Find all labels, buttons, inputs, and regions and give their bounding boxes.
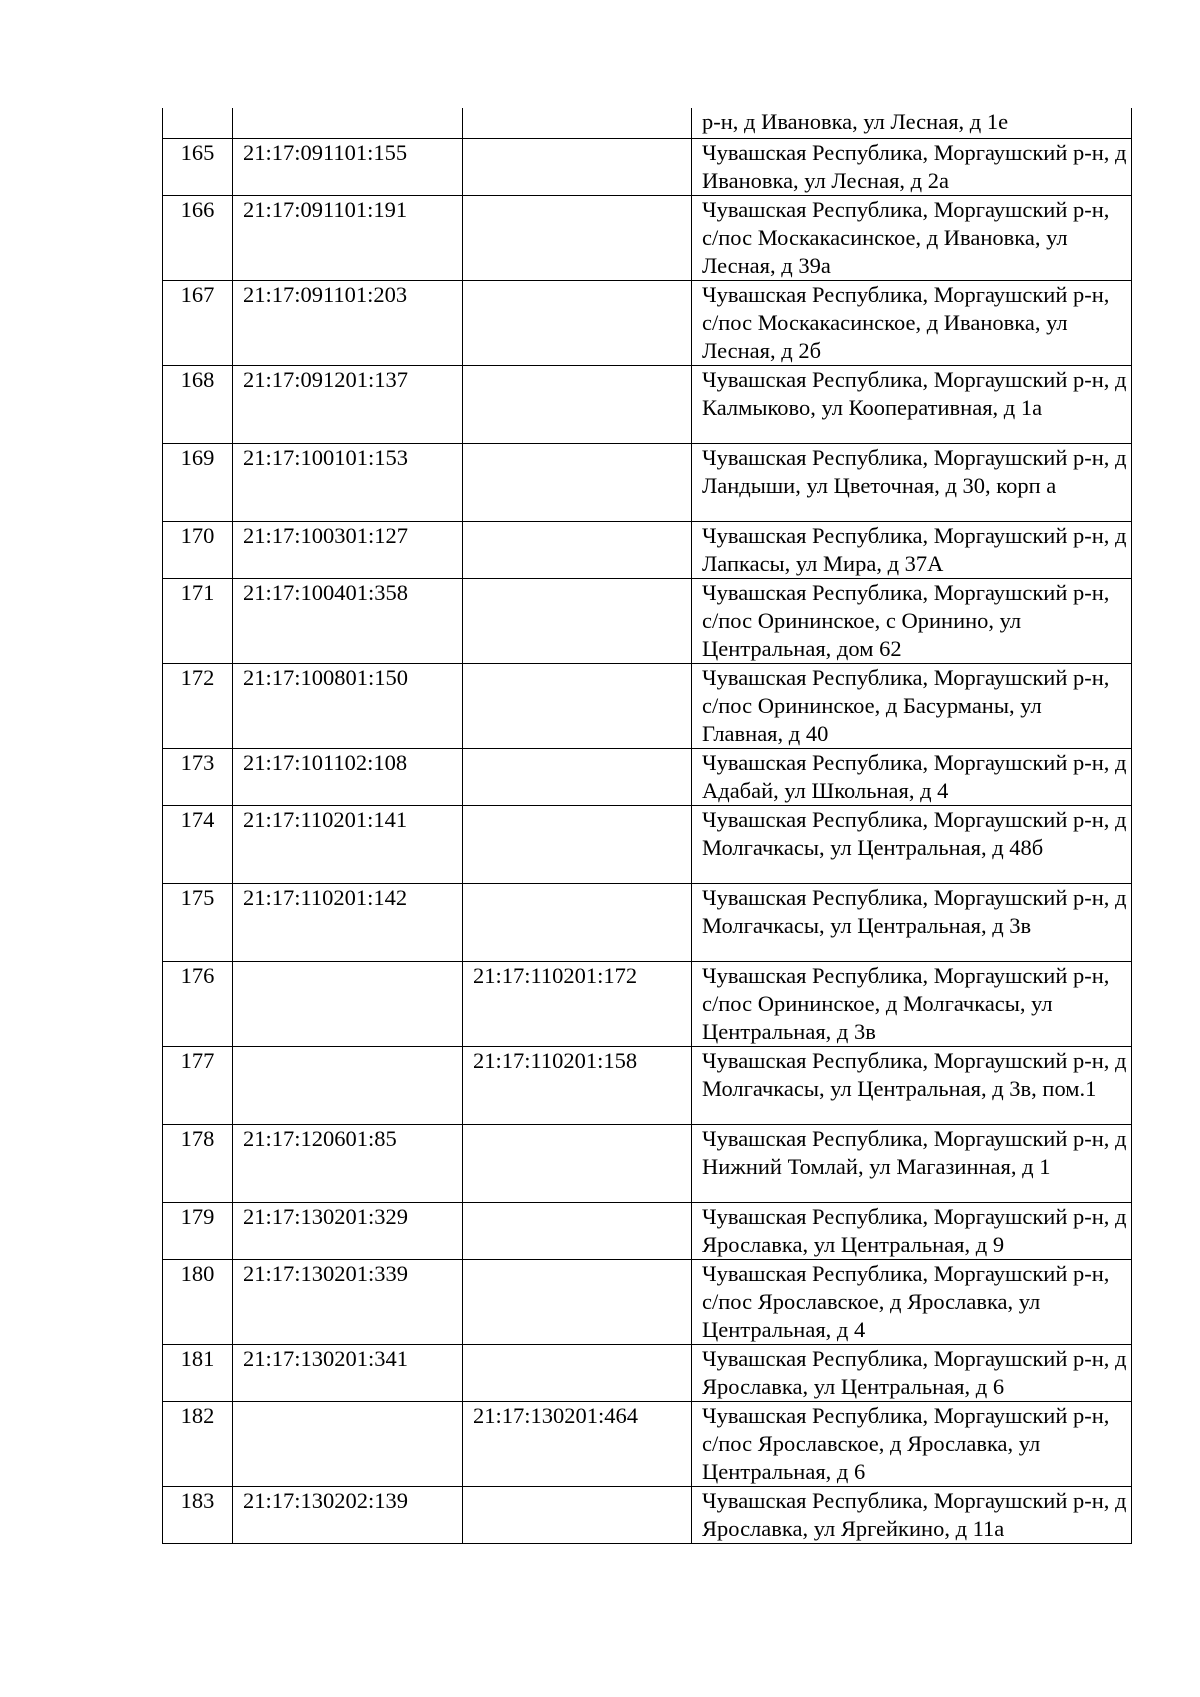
address-cell: р-н, д Ивановка, ул Лесная, д 1е	[692, 108, 1132, 138]
cadastral-number-secondary-cell	[463, 1344, 692, 1401]
cadastral-number-secondary-cell	[463, 1486, 692, 1543]
cadastral-number-secondary-cell: 21:17:110201:172	[463, 961, 692, 1046]
table-row	[163, 578, 1132, 663]
cadastral-number-secondary-cell: 21:17:110201:158	[463, 1046, 692, 1124]
cadastral-number-secondary-cell	[463, 805, 692, 883]
table-row	[163, 883, 1132, 961]
table-row	[163, 1344, 1132, 1401]
row-number-cell: 170	[163, 521, 233, 578]
row-number-cell: 174	[163, 805, 233, 883]
table-row	[163, 1202, 1132, 1259]
cadastral-number-secondary-cell	[463, 578, 692, 663]
cadastral-number-secondary-cell	[463, 883, 692, 961]
address-cell: Чувашская Республика, Моргаушский р-н, с/пос Орининское, д Молгачкасы, ул Центральная, д 3в	[692, 961, 1132, 1046]
cadastral-number-cell: 21:17:091101:155	[233, 138, 463, 195]
row-number-cell: 183	[163, 1486, 233, 1543]
table-row	[163, 108, 1132, 138]
row-number-cell: 166	[163, 195, 233, 280]
address-cell: Чувашская Республика, Моргаушский р-н, д Ландыши, ул Цветочная, д 30, корп а	[692, 443, 1132, 521]
table-row	[163, 365, 1132, 443]
cadastral-number-cell: 21:17:120601:85	[233, 1124, 463, 1202]
cadastral-number-cell	[233, 1401, 463, 1486]
cadastral-number-secondary-cell	[463, 1124, 692, 1202]
table-row	[163, 1124, 1132, 1202]
row-number-cell: 181	[163, 1344, 233, 1401]
address-cell: Чувашская Республика, Моргаушский р-н, д Молгачкасы, ул Центральная, д 3в, пом.1	[692, 1046, 1132, 1124]
cadastral-number-cell	[233, 108, 463, 138]
cadastral-number-secondary-cell	[463, 521, 692, 578]
table-row	[163, 663, 1132, 748]
row-number-cell: 177	[163, 1046, 233, 1124]
address-cell: Чувашская Республика, Моргаушский р-н, д Лапкасы, ул Мира, д 37А	[692, 521, 1132, 578]
cadastral-number-cell: 21:17:100101:153	[233, 443, 463, 521]
cadastral-number-secondary-cell	[463, 195, 692, 280]
row-number-cell: 171	[163, 578, 233, 663]
table-row	[163, 443, 1132, 521]
table-row	[163, 805, 1132, 883]
address-cell: Чувашская Республика, Моргаушский р-н, д Нижний Томлай, ул Магазинная, д 1	[692, 1124, 1132, 1202]
cadastral-number-secondary-cell	[463, 1259, 692, 1344]
cadastral-number-secondary-cell	[463, 138, 692, 195]
address-cell: Чувашская Республика, Моргаушский р-н, д Адабай, ул Школьная, д 4	[692, 748, 1132, 805]
table-row	[163, 1046, 1132, 1124]
table-row	[163, 961, 1132, 1046]
address-cell: Чувашская Республика, Моргаушский р-н, д Калмыково, ул Кооперативная, д 1а	[692, 365, 1132, 443]
row-number-cell: 167	[163, 280, 233, 365]
row-number-cell: 182	[163, 1401, 233, 1486]
cadastral-number-secondary-cell	[463, 1202, 692, 1259]
table-row	[163, 748, 1132, 805]
cadastral-number-cell: 21:17:100301:127	[233, 521, 463, 578]
cadastral-number-cell: 21:17:130201:339	[233, 1259, 463, 1344]
row-number-cell: 175	[163, 883, 233, 961]
cadastral-number-secondary-cell	[463, 443, 692, 521]
row-number-cell: 172	[163, 663, 233, 748]
address-cell: Чувашская Республика, Моргаушский р-н, с/пос Орининское, с Оринино, ул Центральная, дом 62	[692, 578, 1132, 663]
address-cell: Чувашская Республика, Моргаушский р-н, д Молгачкасы, ул Центральная, д 48б	[692, 805, 1132, 883]
cadastral-number-cell: 21:17:110201:141	[233, 805, 463, 883]
address-cell: Чувашская Республика, Моргаушский р-н, с/пос Москакасинское, д Ивановка, ул Лесная, д 2б	[692, 280, 1132, 365]
cadastral-number-secondary-cell	[463, 365, 692, 443]
registry-table-body	[163, 108, 1132, 1543]
cadastral-number-cell: 21:17:091201:137	[233, 365, 463, 443]
table-row	[163, 1486, 1132, 1543]
cadastral-number-secondary-cell	[463, 280, 692, 365]
cadastral-number-cell	[233, 961, 463, 1046]
cadastral-number-secondary-cell: 21:17:130201:464	[463, 1401, 692, 1486]
address-cell: Чувашская Республика, Моргаушский р-н, д Ярославка, ул Центральная, д 9	[692, 1202, 1132, 1259]
row-number-cell: 168	[163, 365, 233, 443]
cadastral-number-cell: 21:17:091101:203	[233, 280, 463, 365]
address-cell: Чувашская Республика, Моргаушский р-н, с/пос Орининское, д Басурманы, ул Главная, д 40	[692, 663, 1132, 748]
cadastral-number-cell: 21:17:100801:150	[233, 663, 463, 748]
table-row	[163, 521, 1132, 578]
row-number-cell	[163, 108, 233, 138]
row-number-cell: 180	[163, 1259, 233, 1344]
row-number-cell: 165	[163, 138, 233, 195]
cadastral-number-cell: 21:17:130202:139	[233, 1486, 463, 1543]
table-row	[163, 138, 1132, 195]
row-number-cell: 176	[163, 961, 233, 1046]
cadastral-number-cell: 21:17:130201:341	[233, 1344, 463, 1401]
address-cell: Чувашская Республика, Моргаушский р-н, д Ивановка, ул Лесная, д 2а	[692, 138, 1132, 195]
address-cell: Чувашская Республика, Моргаушский р-н, д Ярославка, ул Яргейкино, д 11а	[692, 1486, 1132, 1543]
cadastral-number-cell: 21:17:100401:358	[233, 578, 463, 663]
table-row	[163, 195, 1132, 280]
cadastral-number-secondary-cell	[463, 108, 692, 138]
address-cell: Чувашская Республика, Моргаушский р-н, с/пос Москакасинское, д Ивановка, ул Лесная, д 39а	[692, 195, 1132, 280]
row-number-cell: 173	[163, 748, 233, 805]
cadastral-number-secondary-cell	[463, 663, 692, 748]
property-registry-table	[162, 108, 1132, 1544]
row-number-cell: 169	[163, 443, 233, 521]
cadastral-number-cell: 21:17:130201:329	[233, 1202, 463, 1259]
cadastral-number-cell: 21:17:101102:108	[233, 748, 463, 805]
table-row	[163, 1259, 1132, 1344]
cadastral-number-cell: 21:17:091101:191	[233, 195, 463, 280]
address-cell: Чувашская Республика, Моргаушский р-н, д Ярославка, ул Центральная, д 6	[692, 1344, 1132, 1401]
cadastral-number-secondary-cell	[463, 748, 692, 805]
address-cell: Чувашская Республика, Моргаушский р-н, д Молгачкасы, ул Центральная, д 3в	[692, 883, 1132, 961]
cadastral-number-cell: 21:17:110201:142	[233, 883, 463, 961]
address-cell: Чувашская Республика, Моргаушский р-н, с/пос Ярославское, д Ярославка, ул Центральная, д 4	[692, 1259, 1132, 1344]
table-row	[163, 280, 1132, 365]
table-row	[163, 1401, 1132, 1486]
cadastral-number-cell	[233, 1046, 463, 1124]
row-number-cell: 178	[163, 1124, 233, 1202]
row-number-cell: 179	[163, 1202, 233, 1259]
address-cell: Чувашская Республика, Моргаушский р-н, с/пос Ярославское, д Ярославка, ул Центральная, д 6	[692, 1401, 1132, 1486]
